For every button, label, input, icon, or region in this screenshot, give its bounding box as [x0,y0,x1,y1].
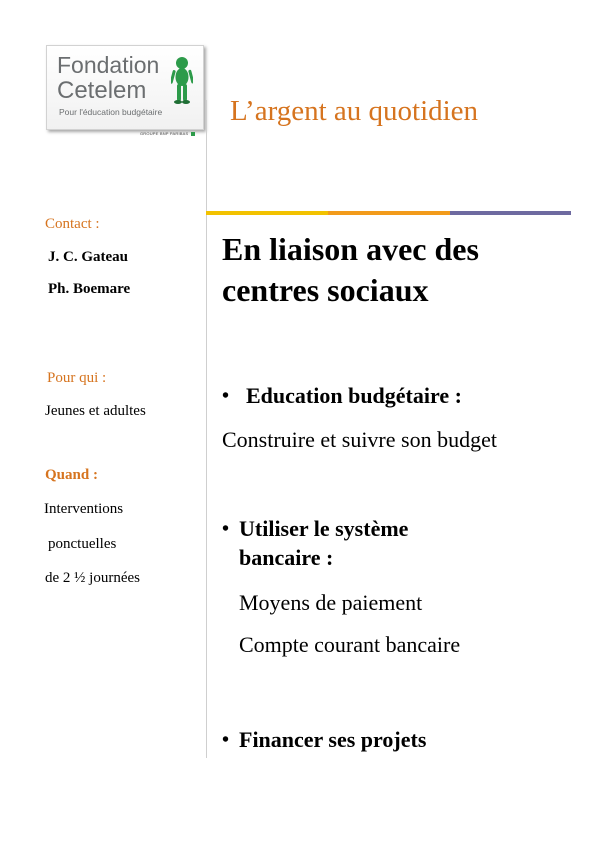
headline [222,229,479,311]
when-line: ponctuelles [48,536,117,552]
group-mark-icon [191,132,195,136]
mascot-icon [171,56,193,104]
section-title: Education budgétaire : [246,383,462,408]
when-line: de 2 ½ journées [45,570,140,586]
section-item: Moyens de paiement [239,590,423,615]
logo-text-cetelem: Cetelem [57,77,147,104]
headline-line: En liaison avec des [222,231,479,267]
bullet-icon: • [222,729,230,751]
audience-label: Pour qui : [47,370,107,386]
bullet-icon: • [222,385,230,407]
logo-group-label [140,131,195,136]
bullet-icon: • [222,518,230,540]
section-item: Construire et suivre son budget [222,427,497,452]
contact-name: Ph. Boemare [48,281,131,297]
page-title: L’argent au quotidien [230,95,479,127]
audience-value: Jeunes et adultes [45,403,146,419]
headline-line: centres sociaux [222,272,429,308]
contact-label: Contact : [45,216,100,232]
when-line: Interventions [44,501,124,517]
divider-purple [450,211,571,215]
divider-orange [328,211,450,215]
section-title: bancaire : [239,545,334,570]
logo-text-fondation: Fondation [57,52,160,78]
vertical-divider [206,100,207,758]
logo-tagline: Pour l'éducation budgétaire [59,107,163,117]
fondation-cetelem-logo [46,45,204,130]
section-item: Compte courant bancaire [239,632,461,657]
logo-group-text: GROUPE BNP PARIBAS [140,131,189,136]
divider-yellow [206,211,328,215]
section-title: Utiliser le système [239,516,409,541]
contact-name: J. C. Gateau [48,249,128,265]
section-title: Financer ses projets [239,727,427,752]
when-label: Quand : [45,467,98,483]
